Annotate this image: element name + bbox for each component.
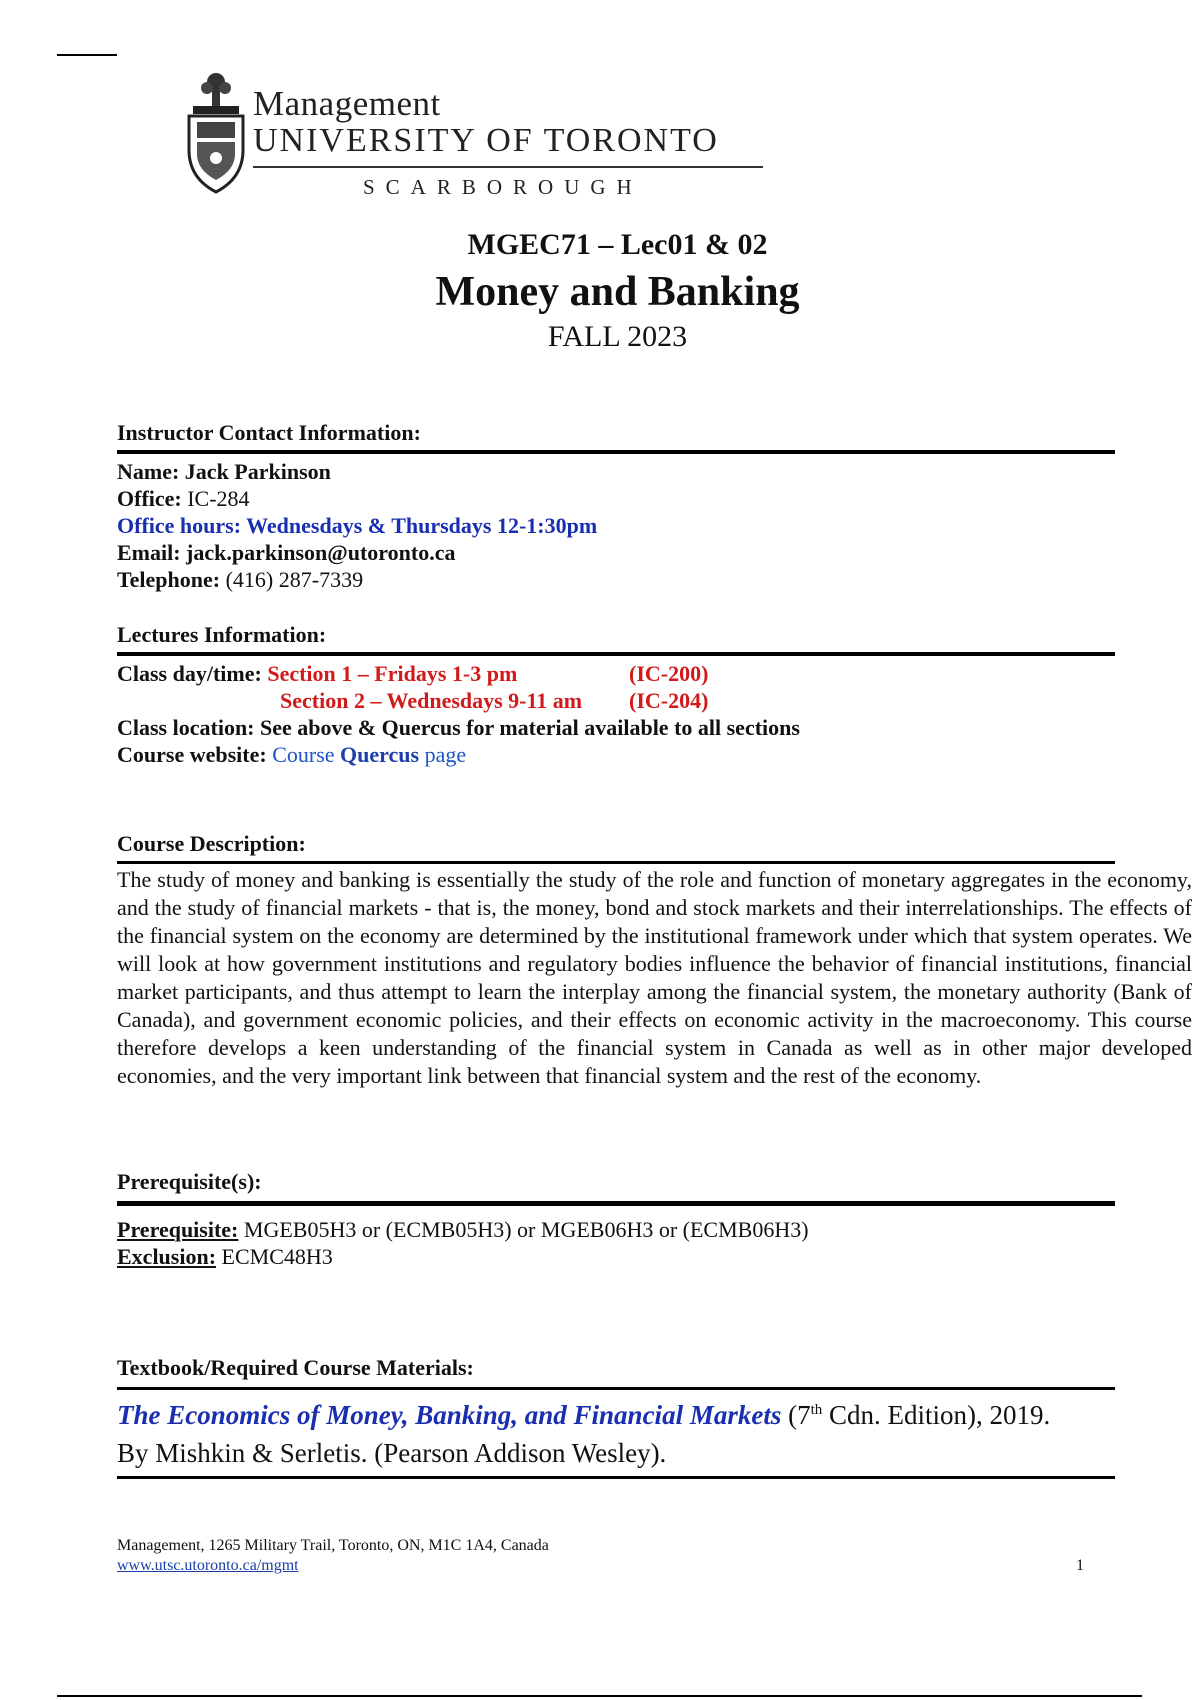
exclusion-value: ECMC48H3 (216, 1244, 333, 1269)
footer-link[interactable]: www.utsc.utoronto.ca/mgmt (117, 1557, 299, 1574)
instructor-phone (117, 566, 1115, 593)
instructor-email[interactable]: Email: jack.parkinson@utoronto.ca (117, 540, 456, 565)
website-link-page[interactable]: page (424, 742, 467, 767)
top-left-rule (57, 54, 117, 56)
exclusion-line (117, 1243, 1115, 1270)
exclusion-label: Exclusion: (117, 1244, 217, 1269)
logo-divider (253, 166, 763, 168)
logo-management-text: Management (253, 84, 441, 123)
office-label: Office: (117, 486, 182, 511)
description-heading: Course Description: (117, 831, 306, 856)
logo-header (185, 70, 785, 205)
prerequisite-label: Prerequisite: (117, 1217, 239, 1242)
textbook-heading: Textbook/Required Course Materials: (117, 1355, 474, 1380)
section-2-room: (IC-204) (629, 688, 709, 713)
page-number: 1 (1076, 1557, 1084, 1574)
course-title: Money and Banking (435, 269, 800, 315)
prerequisites-heading: Prerequisite(s): (117, 1169, 262, 1194)
website-label: Course website: (117, 742, 267, 767)
website-link-course[interactable]: Course (272, 742, 335, 767)
section-rule (117, 450, 1115, 454)
prerequisite-line (117, 1216, 1115, 1243)
class-section-2 (117, 687, 1115, 714)
instructor-heading: Instructor Contact Information: (117, 420, 421, 445)
instructor-office (117, 485, 1115, 512)
logo-campus-text: SCARBOROUGH (363, 175, 643, 199)
textbook-authors: By Mishkin & Serletis. (Pearson Addison Wesley). (117, 1438, 667, 1468)
description-section (117, 829, 1192, 1090)
textbook-section (117, 1353, 1115, 1479)
textbook-edition-sup: th (810, 1402, 823, 1418)
description-text: The study of money and banking is essentially the study of the role and function of monetary aggregates in the economy, and the study of financial markets - that is, the money, bond and stock markets and their interrelationships. The effects of the financial system on the economy are determined by the institutional framework under which that system operates. We will look at how government institutions and regulatory bodies influence the behavior of financial institutions, financial market participants, and thus attempt to learn the interplay among the financial system, the monetary authority (Bank of Canada), and government economic policies, and their effects on economic activity in the macroeconomy. This course therefore develops a keen understanding of the financial system in Canada as well as in other major developed economies, and the very important link between that financial system and the rest of the economy. (117, 867, 1192, 1088)
class-location: Class location: See above & Quercus for material available to all sections (117, 715, 800, 740)
instructor-name: Name: Jack Parkinson (117, 459, 331, 484)
prerequisites-section (117, 1167, 1115, 1270)
lectures-section (117, 620, 1115, 768)
section-rule (117, 1476, 1115, 1479)
course-code: MGEC71 – Lec01 & 02 (467, 228, 768, 261)
phone-label: Telephone: (117, 567, 221, 592)
lectures-heading: Lectures Information: (117, 622, 327, 647)
university-crest-icon (185, 70, 247, 198)
textbook-citation (117, 1396, 1115, 1434)
phone-value: (416) 287-7339 (220, 567, 364, 592)
class-time-label: Class day/time: (117, 661, 262, 686)
bottom-rule (57, 1695, 1142, 1697)
class-section-1 (117, 660, 1115, 687)
textbook-title: The Economics of Money, Banking, and Financial Markets (117, 1400, 782, 1430)
textbook-edition-post: Cdn. Edition), 2019. (822, 1400, 1051, 1430)
course-term: FALL 2023 (547, 320, 688, 353)
section-rule (117, 861, 1115, 864)
website-link-quercus[interactable]: Quercus (340, 742, 420, 767)
office-hours: Office hours: Wednesdays & Thursdays 12-1:30pm (117, 513, 598, 538)
course-website (117, 741, 1115, 768)
prerequisite-value: MGEB05H3 or (ECMB05H3) or MGEB06H3 or (ECMB06H3) (238, 1217, 809, 1242)
section-1-room: (IC-200) (629, 661, 709, 686)
footer-address: Management, 1265 Military Trail, Toronto, ON, M1C 1A4, Canada (117, 1537, 549, 1554)
section-rule (117, 1387, 1115, 1390)
section-2-time: Section 2 – Wednesdays 9-11 am (280, 688, 583, 713)
instructor-section (117, 418, 1115, 593)
section-rule (117, 652, 1115, 656)
textbook-edition-pre: (7 (781, 1400, 811, 1430)
section-1-time: Section 1 – Fridays 1-3 pm (267, 661, 518, 686)
logo-university-text: UNIVERSITY OF TORONTO (253, 122, 719, 159)
section-rule (117, 1201, 1115, 1206)
office-value: IC-284 (181, 486, 250, 511)
